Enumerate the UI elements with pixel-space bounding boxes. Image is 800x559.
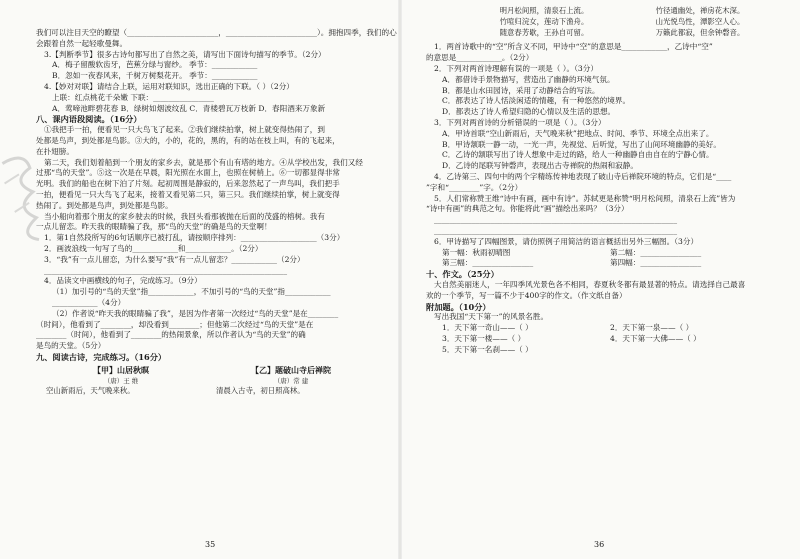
text-line: 2．画波浪线一句写了鸟的____________和____________。（2分）	[44, 243, 263, 253]
text-line: A．甲诗首联“空山新雨后，天气晚来秋”把地点、时间、季节、环境全点出来了。	[442, 128, 714, 138]
poem-b-verse: 万籁此都寂，但余钟磬音。	[655, 27, 745, 37]
poem-b-title: 【乙】题破山寺后禅院	[251, 364, 331, 375]
text-line: B．忽如一夜春风来，千树万树梨花开。 季节：____________	[52, 71, 258, 81]
text-line: 1．两首诗歌中的“空”所含义不同，甲诗中“空”的意思是____________，乙诗中“空”	[434, 42, 713, 52]
text-line: 光明。我们的船也在树下泊了片刻。起初周围是静寂的，后来忽然起了一声鸟叫，我们把手	[36, 179, 340, 189]
example-right: 第四幅：________________	[610, 258, 702, 268]
text-line: D．乙诗的尾联写钟磬声，表现出古寺禅院的热闹和寂静。	[442, 161, 638, 171]
text-line: 一点儿留恋。昨天我的眼睛骗了我，那“鸟的天堂”的确是鸟的天堂啊！	[36, 222, 272, 232]
text-line: 上联：红点桃花千朵嫩 下联：________________	[52, 92, 214, 102]
poem-b-author: （唐）常 建	[273, 376, 309, 385]
poem-b-line: 清晨入古寺，初日照高林。	[216, 386, 305, 396]
text-line: 热闹了。到处都是鸟声，到处都是鸟影。	[36, 200, 173, 210]
right-column	[426, 6, 778, 356]
poem-a-verse-row	[426, 17, 778, 28]
text-line: 3.【判断季节】很多古诗句都写出了自然之美，请写出下面诗句描写的季节。（2分）	[44, 49, 326, 59]
text-line: 一拍，便看见一只大鸟飞了起来，接着又看见第二只，第三只。我们继续拍掌，树上就变得	[36, 189, 340, 199]
text-line: 当小船向着那个朋友的家乡驶去的时候，我回头看那被抛在后面的茂盛的榕树。我有	[44, 211, 325, 221]
poem-a-verse: 明月松间照，清泉石上流。	[499, 6, 589, 15]
text-line: （1）加引号的“鸟的天堂”指____________，不加引号的“鸟的天堂”指____________	[52, 287, 331, 297]
left-column	[36, 28, 397, 397]
right-lines	[426, 42, 778, 247]
text-line: B．甲诗颔联一静一动，一光一声，先视觉、后听觉，写出了山间环境幽静的美好。	[442, 139, 721, 149]
text-line: （时间），他看到了________，却没看到________；但他第二次经过“鸟的天堂”是在	[36, 319, 314, 329]
text-line: ____________（4分）	[52, 297, 126, 307]
extra-left: 1．天下第一奇山——（ ）	[442, 323, 533, 333]
right-lines-2	[426, 269, 778, 323]
text-line: 第二天，我们划着船到一个朋友的家乡去，就是那个有山有塔的地方。④从学校出发，我们又经	[44, 157, 363, 167]
extra-left-row	[426, 323, 778, 334]
text-line: “诗中有画”的典范之句。你能将此“画”描绘出来吗？（3分）	[426, 204, 629, 214]
section-heading: 八、课内语段阅读。（16分）	[36, 114, 142, 125]
text-line: ________________________________________________________________	[434, 215, 677, 225]
page-right	[400, 0, 800, 559]
page-number-left: 35	[205, 540, 216, 549]
text-line: 6．甲诗描写了四幅图景，请仿照例子用简洁的语言概括出另外三幅图。（3分）	[434, 236, 699, 246]
text-line: 在扑翅膀。	[36, 146, 74, 156]
poem-a-verse-row	[426, 28, 778, 39]
extra-left-row	[426, 334, 778, 345]
text-line: ①我把手一拍，便看见一只大鸟飞了起来。②我们继续拍掌，树上就变得热闹了，到	[44, 125, 325, 135]
example-left-row	[426, 248, 778, 259]
text-line: A．莺啼池畔碧花春 B．绿树如烟波纹乱 C．青楼碧瓦万枝新 D．春阳酒来万象新	[52, 103, 326, 113]
text-line: 欢的一个季节，写一篇不少于400字的作文。（作文纸自备）	[426, 290, 627, 300]
text-line: 的意思是____________。（2分）	[426, 53, 534, 63]
text-line: 写出我国“天下第一”的风景名胜。	[434, 312, 549, 322]
text-line: ________（时间），他看到了________的热闹景象，所以作者认为“鸟的天堂”的确	[36, 330, 306, 340]
poem-a-title: 【甲】山居秋暝	[93, 364, 149, 375]
extra-right: 4．天下第一大佛——（ ）	[610, 333, 701, 343]
left-lines	[36, 28, 397, 363]
poem-a-verse-row	[426, 6, 778, 17]
extra-left: 5．天下第一名刹——（ ）	[442, 344, 533, 354]
example-left-row	[426, 258, 778, 269]
text-line: C．乙诗的颔联写出了诗人想象中走过的路，给人一种幽静自由自在的宁静心情。	[442, 150, 714, 160]
poem-a-author: （唐）王 维	[103, 376, 139, 385]
text-line: 1．第1自然段所写的6句话顺序已被打乱，请按顺序排列：____________________（3分）	[44, 233, 345, 243]
poem-headers	[36, 365, 376, 397]
text-line: 处都是鸟声，到处都是鸟影。③大的，小的，花的，黑的，有的站在枝上叫，有的飞起来，	[36, 135, 340, 145]
text-line: 5．人们常称赞王维“诗中有画，画中有诗”。苏轼更是称赞“明月松间照，清泉石上流”皆为	[434, 193, 736, 203]
text-line: C．都表达了诗人恬淡闲适的情趣，有一种悠然的境界。	[442, 96, 631, 106]
text-line: （2）作者说“昨天我的眼睛骗了我”，是因为作者第一次经过“鸟的天堂”是在________	[52, 308, 339, 318]
poem-a-line: 空山新雨后，天气晚来秋。	[46, 386, 135, 396]
text-line: 2．下列对两首诗理解有误的一项是（ ）。（3分）	[434, 63, 598, 73]
text-line: ________________________________________________________________	[44, 265, 287, 275]
extra-left: 3．天下第一楼——（ ）	[442, 333, 526, 343]
example-left: 第三幅：________________	[442, 258, 534, 268]
page-number-right: 36	[594, 540, 605, 549]
text-line: 4.【妙对对联】请结合上联，运用对联知识，选出正确的下联。（ ）（2分）	[44, 81, 294, 91]
text-line: 是鸟的天堂。（5分）	[36, 341, 106, 351]
text-line: 3．下列对两首诗的分析错误的一项是（ ）。（3分）	[434, 117, 606, 127]
example-rows	[426, 248, 778, 270]
extra-right: 2．天下第一泉——（ ）	[610, 323, 694, 333]
text-line: A．都借诗手景物描写，营造出了幽静的环境气氛。	[442, 74, 615, 84]
section-heading: 九、阅读古诗，完成练习。（16分）	[36, 351, 167, 362]
poem-a-verse: 随意春芳歇，王孙自可留。	[499, 27, 589, 37]
poem-continuation	[426, 6, 778, 38]
section-heading: 十、作文。（25分）	[426, 269, 499, 280]
text-line: A．梅子留酸软齿牙，芭蕉分绿与窗纱。 季节：____________	[52, 60, 258, 70]
poem-a-verse: 竹喧归浣女，莲动下渔舟。	[499, 16, 589, 26]
poem-b	[216, 365, 366, 397]
text-line: 我们可以注目天空的瞭望（________________________，________________________）。拥抱四季，我们的心	[36, 28, 397, 37]
text-line: 4．乙诗第三、四句中的两个字精练传神地表现了破山寺后禅院环境的特点，它们是“____	[434, 171, 732, 181]
text-line: ”字和“________”字。（2分）	[426, 182, 523, 192]
text-line: ________________________________________________________________	[434, 225, 677, 235]
text-line: 3．“我”有一点儿留恋，为什么要写“我”有一点儿留恋？____________（2分）	[44, 254, 305, 264]
text-line: 大自然美丽迷人，一年四季风光景色各不相同，春夏秋冬都有最显著的特点。请选择自己最喜	[434, 279, 746, 289]
text-line: D．都表达了诗人希望归隐的心情以及生活的思想。	[442, 107, 616, 117]
extra-right	[610, 345, 778, 356]
section-heading: 附加题。（10分）	[426, 301, 491, 312]
example-right: 第二幅：________________	[610, 247, 702, 257]
extra-rows	[426, 323, 778, 355]
poem-b-verse: 竹径通幽处，禅房花木深。	[655, 6, 745, 15]
extra-left-row	[426, 345, 778, 356]
text-line: 会跟着自然一起轻歌曼舞。	[36, 38, 128, 48]
text-line: 过那“鸟的天堂”。⑤这一次是在早晨，阳光照在水面上，也照在树梢上。⑥一切都显得非常	[36, 168, 340, 178]
example-left: 第一幅：秋雨初晴图	[442, 247, 511, 257]
text-line: B．都是山水田园诗，采用了动静结合的写法。	[442, 85, 600, 95]
poem-b-verse: 山光悦鸟性，潭影空人心。	[655, 16, 745, 26]
text-line: 4．品读文中画横线的句子，完成练习。（9分）	[44, 276, 202, 286]
poem-a	[46, 365, 196, 397]
